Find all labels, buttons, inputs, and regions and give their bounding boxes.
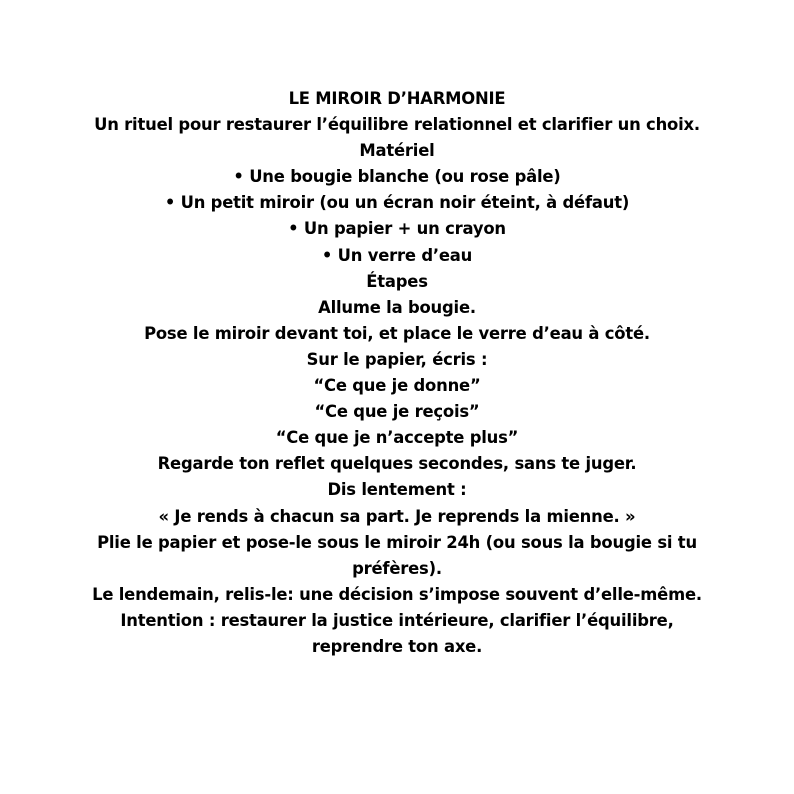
step-line: Pose le miroir devant toi, et place le verre d’eau à côté. (144, 323, 650, 343)
material-item: • Un verre d’eau (321, 245, 473, 265)
ritual-text (90, 86, 704, 660)
steps-heading: Étapes (366, 271, 428, 291)
ritual-title: LE MIROIR D’HARMONIE (288, 89, 506, 108)
step-line: Allume la bougie. (318, 297, 476, 317)
step-line: Le lendemain, relis-le: une décision s’impose souvent d’elle-même. (92, 584, 702, 604)
step-line: Sur le papier, écris : (306, 349, 488, 369)
step-line: « Je rends à chacun sa part. Je reprends la mienne. » (158, 506, 636, 526)
intention-line: Intention : restaurer la justice intérieure, clarifier l’équilibre, reprendre ton axe. (120, 610, 674, 656)
material-item: • Un papier + un crayon (288, 219, 506, 239)
step-line: “Ce que je reçois” (314, 402, 480, 422)
step-line: Regarde ton reflet quelques secondes, sans te juger. (157, 454, 637, 474)
step-line: “Ce que je n’accepte plus” (275, 428, 519, 448)
material-item: • Une bougie blanche (ou rose pâle) (233, 167, 561, 187)
ritual-subtitle: Un rituel pour restaurer l’équilibre relationnel et clarifier un choix. (94, 115, 700, 135)
material-item: • Un petit miroir (ou un écran noir éteint, à défaut) (164, 193, 630, 213)
step-line: Plie le papier et pose-le sous le miroir 24h (ou sous la bougie si tu préfères). (97, 532, 697, 578)
materials-heading: Matériel (359, 141, 435, 161)
step-line: Dis lentement : (327, 480, 467, 500)
step-line: “Ce que je donne” (313, 376, 481, 396)
